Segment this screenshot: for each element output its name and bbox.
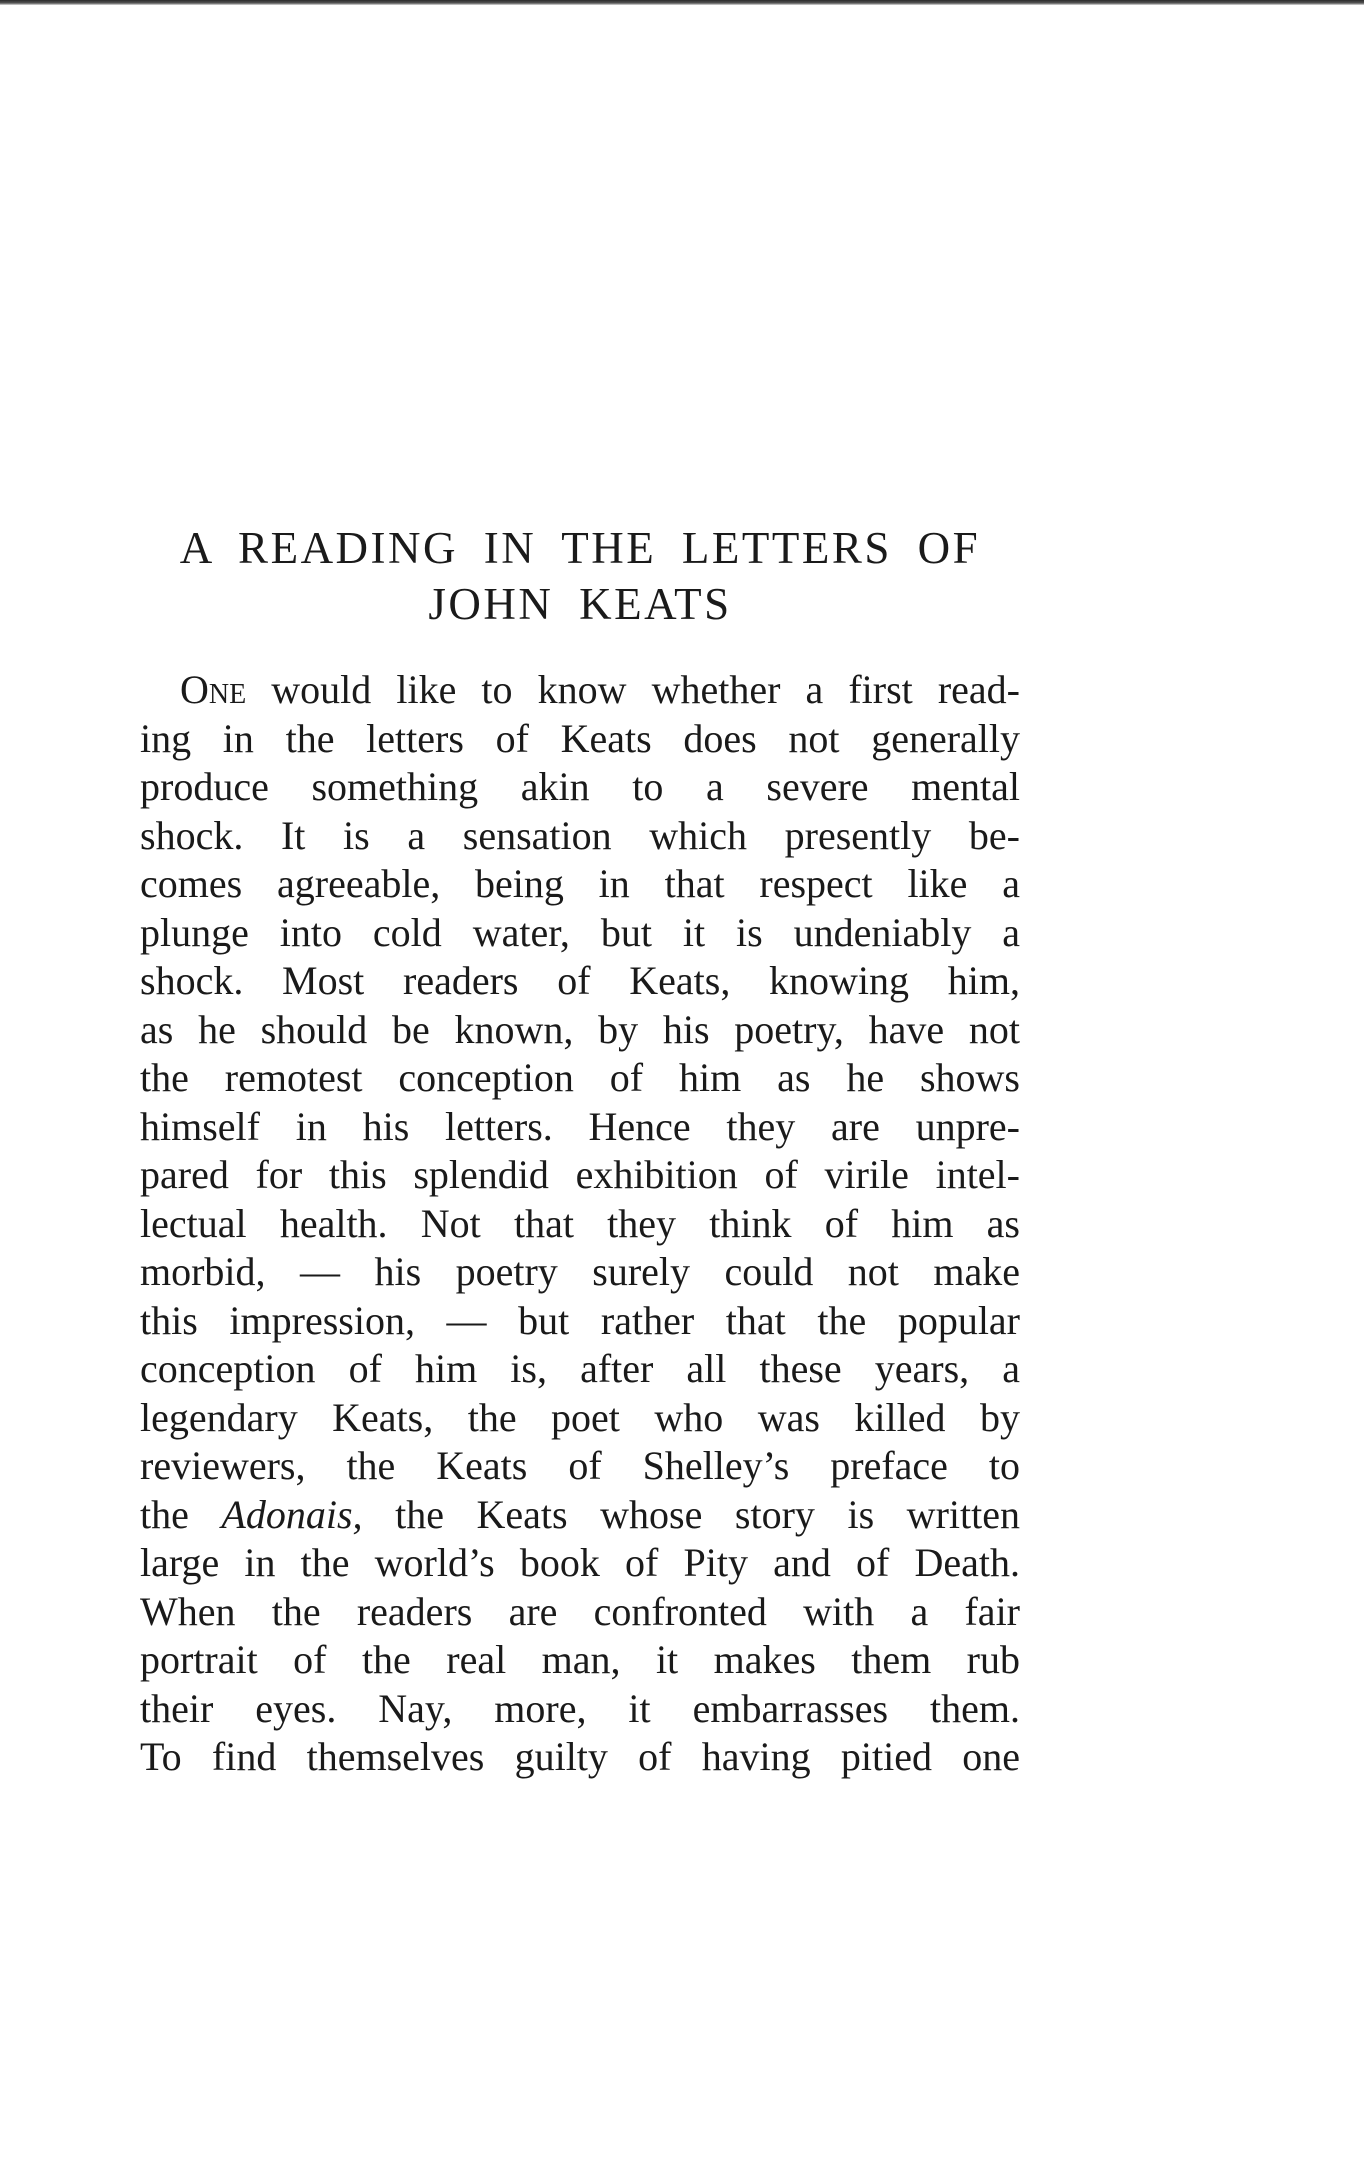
text-line: pared for this splendid exhibition of virile intel- [140,1152,1020,1197]
text-line: plunge into cold water, but it is undeniably a [140,909,1020,955]
text-line: the remotest conception of him as he shows [140,1055,1020,1100]
text-line: portrait of the real man, it makes them rub [140,1637,1020,1682]
text-line: conception of him is, after all these years, a [140,1346,1020,1391]
text-line-18-start: the [140,1491,222,1537]
text-line: To find themselves guilty of having pitied one [140,1734,1020,1779]
text-line: this impression, — but rather that the popular [140,1297,1020,1343]
text-line: morbid, — his poetry surely could not make [140,1249,1020,1294]
text-line: produce something akin to a severe mental [140,764,1020,809]
text-line: legendary Keats, the poet who was killed by [140,1394,1020,1440]
opening-word: One [180,667,247,712]
text-line [140,666,1020,715]
adonais-title: Adonais, [221,1491,363,1537]
body-paragraph [140,666,1020,1782]
chapter-title-line-2: JOHN KEATS [428,579,732,629]
text-line: lectual health. Not that they think of him as [140,1200,1020,1246]
text-line: comes agreeable, being in that respect like a [140,861,1020,906]
chapter-title [140,520,1020,632]
text-line: as he should be known, by his poetry, have not [140,1006,1020,1052]
book-page [140,520,1020,1782]
text-line: shock. Most readers of Keats, knowing him, [140,958,1020,1003]
text-line [140,1491,1020,1540]
text-line-18-end: the Keats whose story is written [362,1491,1020,1537]
text-line: large in the world’s book of Pity and of Death. [140,1540,1020,1585]
text-line: himself in his letters. Hence they are unpre- [140,1103,1020,1149]
text-line: When the readers are confronted with a fair [140,1588,1020,1634]
chapter-title-line-1: A READING IN THE LETTERS OF [179,523,981,573]
text-line: ing in the letters of Keats does not generally [140,715,1020,761]
text-line: their eyes. Nay, more, it embarrasses them. [140,1685,1020,1731]
text-line: reviewers, the Keats of Shelley’s preface to [140,1443,1020,1488]
text-line: shock. It is a sensation which presently be- [140,812,1020,858]
text-line-1-rest: would like to know whether a first read- [246,667,1020,712]
top-edge-rule [0,0,1364,5]
